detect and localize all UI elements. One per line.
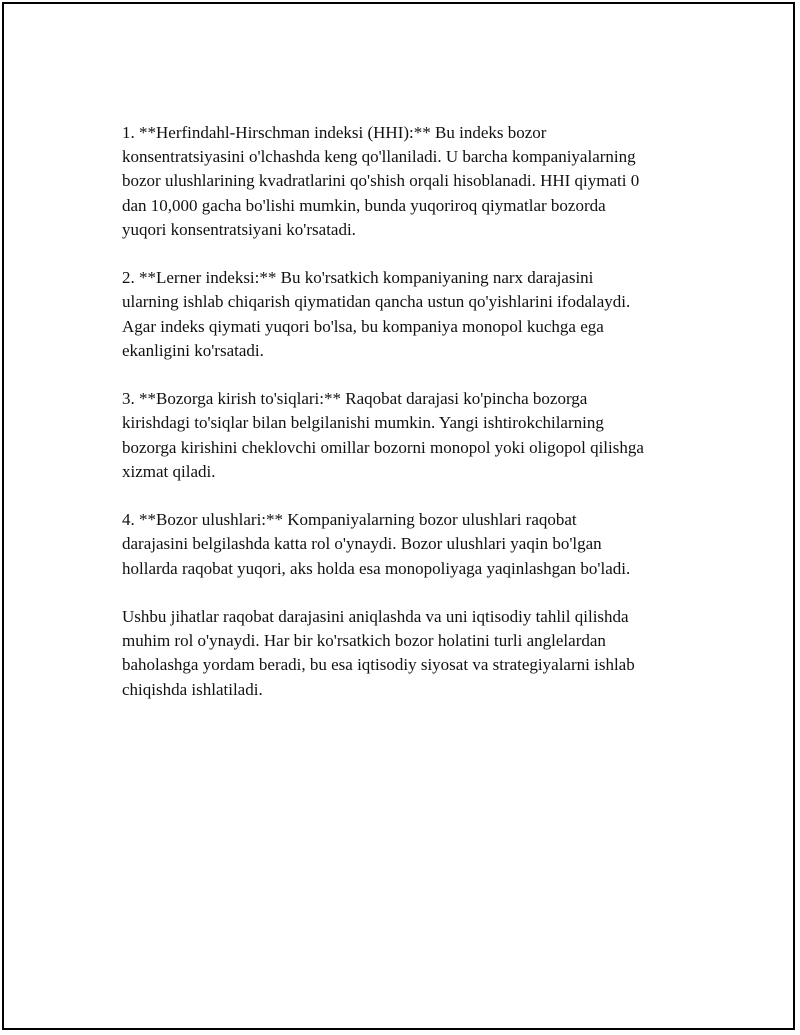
paragraph-entry-barriers: 3. **Bozorga kirish to'siqlari:** Raqobat darajasi ko'pincha bozorga kirishdagi to'siqlar bilan belgilanishi mumkin. Yangi ishtirokchilarning bozorga kirishini cheklovchi omillar bozorni monopol yoki oligopol qilishga xizmat qiladi. (122, 389, 644, 481)
paragraph-hhi: 1. **Herfindahl-Hirschman indeksi (HHI):** Bu indeks bozor konsentratsiyasini o'lchashda keng qo'llaniladi. U barcha kompaniyalarning bozor ulushlarining kvadratlarini qo'shish orqali hisoblanadi. HHI qiymati 0 dan 10,000 gacha bo'lishi mumkin, bunda yuqoriroq qiymatlar bozorda yuqori konsentratsiyani ko'rsatadi. (122, 123, 640, 239)
paragraph-conclusion: Ushbu jihatlar raqobat darajasini aniqlashda va uni iqtisodiy tahlil qilishda muhim rol o'ynaydi. Har bir ko'rsatkich bozor holatini turli anglelardan baholashga yordam beradi, bu esa iqtisodiy siyosat va strategiyalarni ishlab chiqishda ishlatiladi. (122, 607, 635, 699)
paragraph-market-shares: 4. **Bozor ulushlari:** Kompaniyalarning bozor ulushlari raqobat darajasini belgilashda katta rol o'ynaydi. Bozor ulushlari yaqin bo'lgan hollarda raqobat yuqori, aks holda esa monopoliyaga yaqinlashgan bo'ladi. (122, 510, 631, 578)
document-body (122, 121, 702, 726)
paragraph-lerner: 2. **Lerner indeksi:** Bu ko'rsatkich kompaniyaning narx darajasini ularning ishlab chiqarish qiymatidan qancha ustun qo'yishlarini ifodalaydi. Agar indeks qiymati yuqori bo'lsa, bu kompaniya monopol kuchga ega ekanligini ko'rsatadi. (122, 268, 631, 360)
page-frame (2, 2, 795, 1030)
